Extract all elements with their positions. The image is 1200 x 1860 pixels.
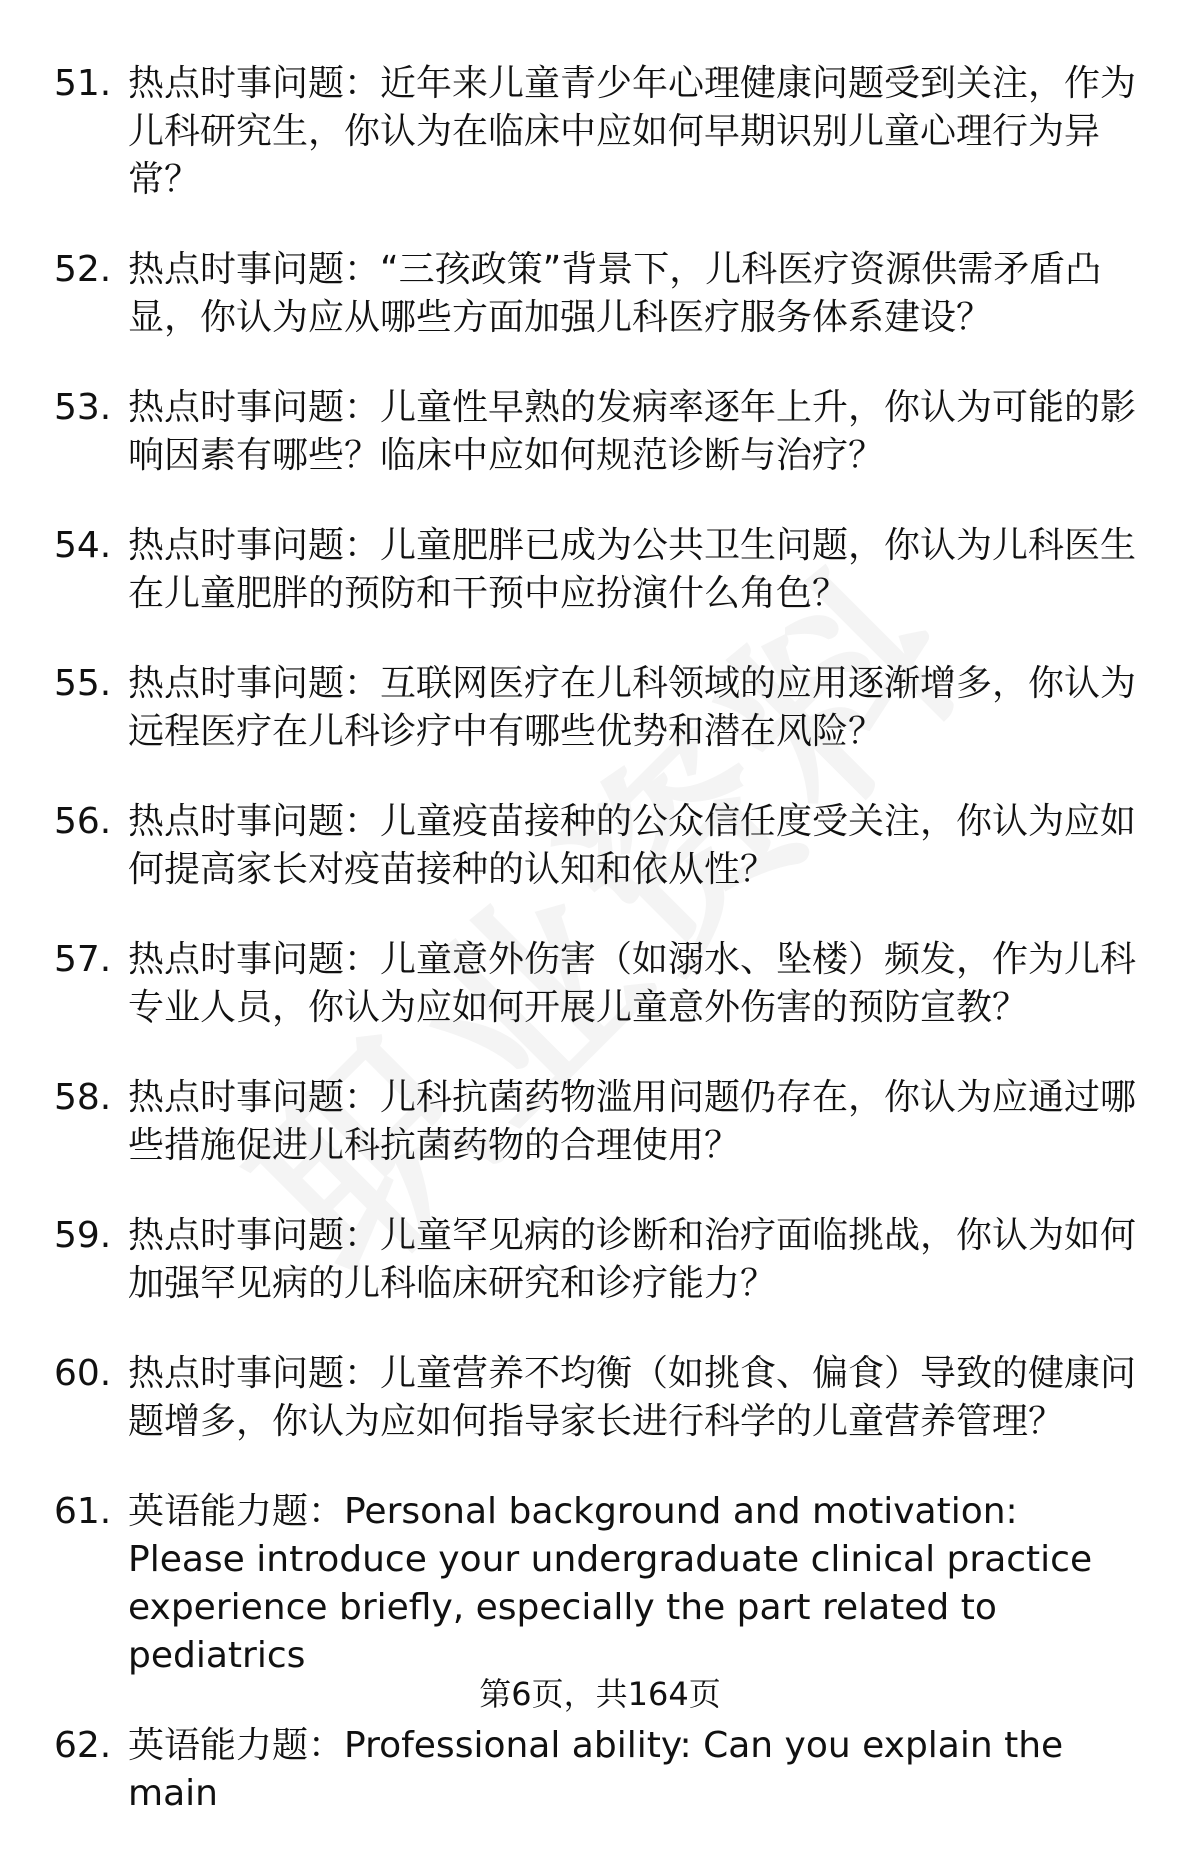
- question-number: 57.: [54, 939, 112, 980]
- question-text: 热点时事问题：儿童性早熟的发病率逐年上升，你认为可能的影响因素有哪些？临床中应如何规范诊断与治疗？: [128, 387, 1137, 476]
- question-number: 51.: [54, 63, 112, 104]
- question-text: 热点时事问题：儿童肥胖已成为公共卫生问题，你认为儿科医生在儿童肥胖的预防和干预中应扮演什么角色？: [128, 525, 1137, 614]
- question-text: 热点时事问题：儿童营养不均衡（如挑食、偏食）导致的健康问题增多，你认为应如何指导家长进行科学的儿童营养管理？: [128, 1353, 1137, 1442]
- question-number: 52.: [54, 249, 112, 290]
- question-item: [0, 936, 1200, 1032]
- question-item: [0, 798, 1200, 894]
- question-item: [0, 1074, 1200, 1170]
- question-number: 61.: [54, 1491, 112, 1532]
- question-text: 热点时事问题：近年来儿童青少年心理健康问题受到关注，作为儿科研究生，你认为在临床中应如何早期识别儿童心理行为异常？: [128, 63, 1137, 200]
- question-number: 55.: [54, 663, 112, 704]
- question-text: 热点时事问题：儿童罕见病的诊断和治疗面临挑战，你认为如何加强罕见病的儿科临床研究和诊疗能力？: [128, 1215, 1137, 1304]
- question-item: [0, 660, 1200, 756]
- question-number: 58.: [54, 1077, 112, 1118]
- question-text: 热点时事问题：儿童疫苗接种的公众信任度受关注，你认为应如何提高家长对疫苗接种的认知和依从性？: [128, 801, 1137, 890]
- question-number: 54.: [54, 525, 112, 566]
- question-text: 热点时事问题：互联网医疗在儿科领域的应用逐渐增多，你认为远程医疗在儿科诊疗中有哪些优势和潜在风险？: [128, 663, 1137, 752]
- question-item: [0, 1350, 1200, 1446]
- question-number: 60.: [54, 1353, 112, 1394]
- question-item: [0, 246, 1200, 342]
- question-list: [0, 60, 1200, 1860]
- question-item: [0, 60, 1200, 204]
- question-text: 热点时事问题：儿科抗菌药物滥用问题仍存在，你认为应通过哪些措施促进儿科抗菌药物的合理使用？: [128, 1077, 1137, 1166]
- question-item: [0, 1212, 1200, 1308]
- question-text: 英语能力题：Personal background and motivation: Please introduce your undergraduate clinical practice experience briefly, especially the part related to pediatrics: [128, 1491, 1093, 1676]
- question-text: 热点时事问题：“三孩政策”背景下，儿科医疗资源供需矛盾凸显，你认为应从哪些方面加强儿科医疗服务体系建设？: [128, 249, 1102, 338]
- question-number: 59.: [54, 1215, 112, 1256]
- question-number: 56.: [54, 801, 112, 842]
- question-item: [0, 384, 1200, 480]
- question-number: 62.: [54, 1725, 112, 1766]
- question-text: 热点时事问题：儿童意外伤害（如溺水、坠楼）频发，作为儿科专业人员，你认为应如何开展儿童意外伤害的预防宣教？: [128, 939, 1137, 1028]
- question-item: [0, 1722, 1200, 1818]
- question-number: 53.: [54, 387, 112, 428]
- question-item: [0, 522, 1200, 618]
- page-footer: 第6页，共164页: [479, 1675, 721, 1713]
- question-item: [0, 1488, 1200, 1680]
- question-text: 英语能力题：Professional ability: Can you explain the main: [128, 1725, 1064, 1814]
